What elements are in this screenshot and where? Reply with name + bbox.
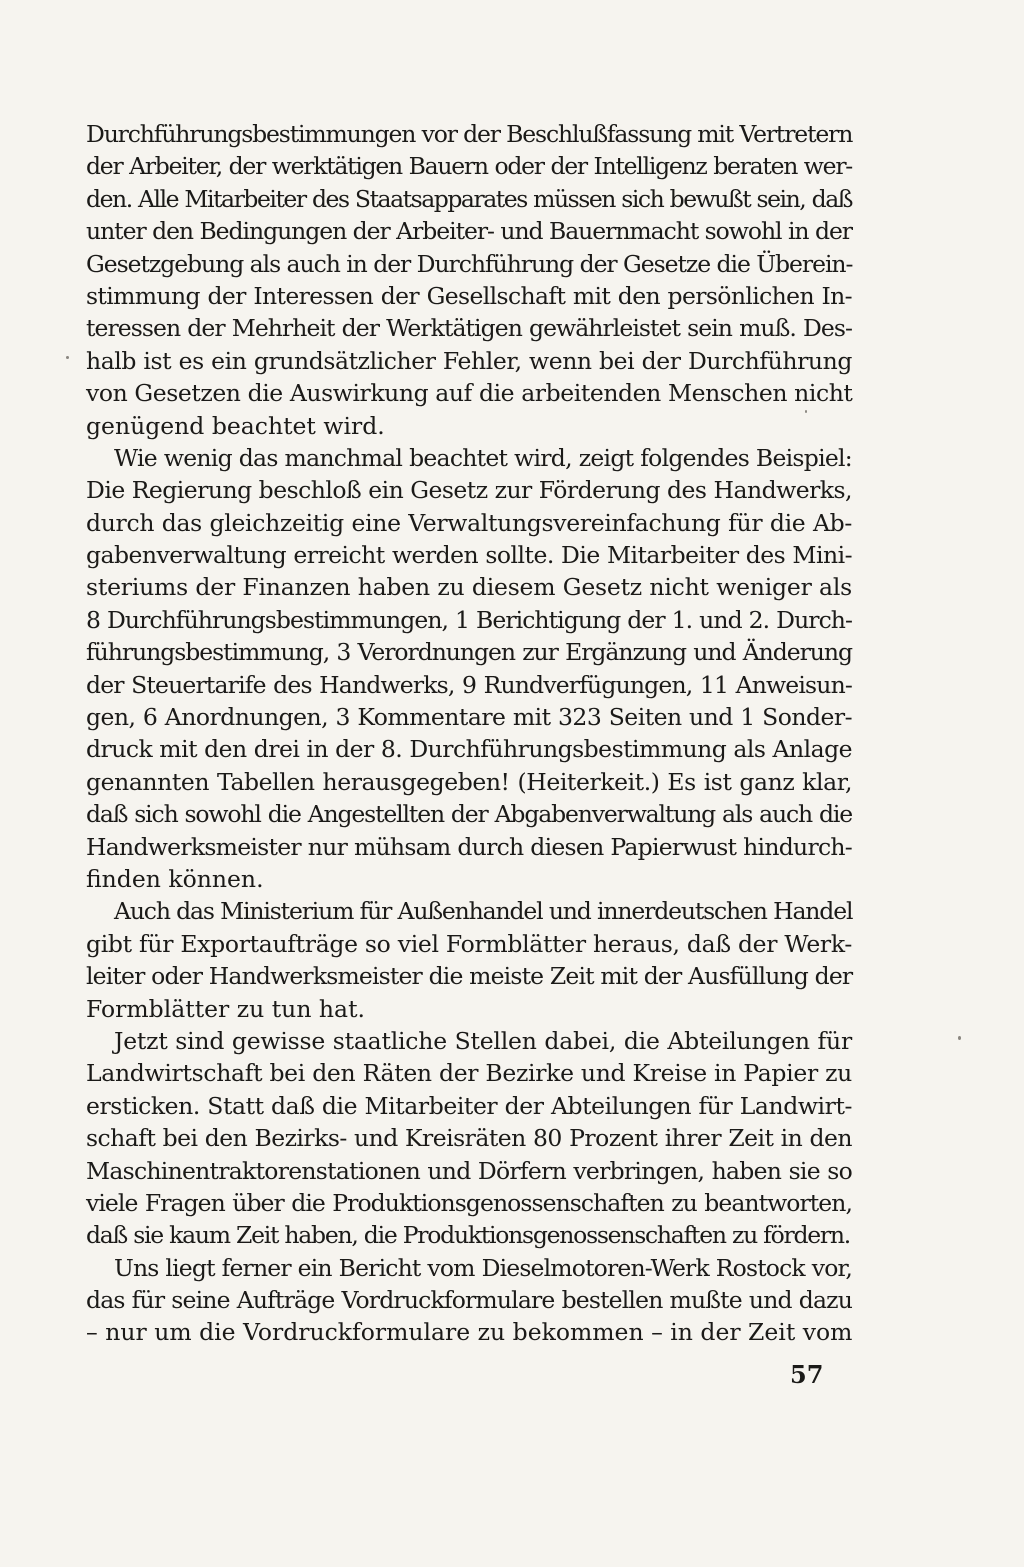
- text-line: gen, 6 Anordnungen, 3 Kommentare mit 323 Seiten und 1 Sonder-: [86, 703, 852, 732]
- text-line: Jetzt sind gewisse staatliche Stellen dabei, die Abteilungen für: [114, 1026, 852, 1055]
- text-line: genügend beachtet wird.: [86, 411, 385, 440]
- text-line: führungsbestimmung, 3 Verordnungen zur Ergänzung und Änderung: [86, 638, 852, 667]
- text-line: druck mit den drei in der 8. Durchführungsbestimmung als Anlage: [86, 735, 852, 764]
- text-line: viele Fragen über die Produktionsgenossenschaften zu beantworten,: [86, 1188, 852, 1217]
- text-line: Uns liegt ferner ein Bericht vom Dieselmotoren-Werk Rostock vor,: [114, 1253, 852, 1282]
- text-line: finden können.: [86, 864, 264, 893]
- scan-speck: [805, 410, 807, 413]
- text-line: daß sie kaum Zeit haben, die Produktionsgenossenschaften zu fördern.: [86, 1221, 851, 1250]
- text-line: 8 Durchführungsbestimmungen, 1 Berichtigung der 1. und 2. Durch-: [86, 605, 852, 634]
- text-line: halb ist es ein grundsätzlicher Fehler, wenn bei der Durchführung: [86, 346, 852, 375]
- text-line: – nur um die Vordruckformulare zu bekommen – in der Zeit vom: [86, 1318, 853, 1347]
- text-line: Landwirtschaft bei den Räten der Bezirke und Kreise in Papier zu: [86, 1059, 852, 1088]
- text-line: Wie wenig das manchmal beachtet wird, zeigt folgendes Beispiel:: [114, 443, 852, 472]
- text-line: stimmung der Interessen der Gesellschaft mit den persönlichen In-: [86, 281, 852, 310]
- text-line: der Steuertarife des Handwerks, 9 Rundverfügungen, 11 Anweisun-: [86, 670, 852, 699]
- text-line: teressen der Mehrheit der Werktätigen gewährleistet sein muß. Des-: [86, 314, 852, 343]
- scan-speck: [66, 356, 69, 359]
- text-line: unter den Bedingungen der Arbeiter- und Bauernmacht sowohl in der: [86, 217, 852, 246]
- text-line: das für seine Aufträge Vordruckformulare bestellen mußte und dazu: [86, 1286, 852, 1315]
- text-line: den. Alle Mitarbeiter des Staatsapparates müssen sich bewußt sein, daß: [86, 184, 852, 213]
- text-line: von Gesetzen die Auswirkung auf die arbeitenden Menschen nicht: [86, 379, 853, 408]
- text-line: Durchführungsbestimmungen vor der Beschlußfassung mit Vertretern: [86, 120, 853, 148]
- body-text: [86, 118, 852, 1349]
- text-line: leiter oder Handwerksmeister die meiste Zeit mit der Ausfüllung der: [86, 962, 853, 991]
- text-line: daß sich sowohl die Angestellten der Abgabenverwaltung als auch die: [86, 800, 852, 829]
- text-line: schaft bei den Bezirks- und Kreisräten 80 Prozent ihrer Zeit in den: [86, 1124, 852, 1153]
- page-number: 57: [790, 1360, 824, 1389]
- text-line: Formblätter zu tun hat.: [86, 994, 365, 1023]
- text-line: Gesetzgebung als auch in der Durchführung der Gesetze die Überein-: [86, 249, 853, 278]
- text-line: Maschinentraktorenstationen und Dörfern verbringen, haben sie so: [86, 1156, 852, 1185]
- text-line: durch das gleichzeitig eine Verwaltungsvereinfachung für die Ab-: [86, 508, 852, 537]
- text-line: genannten Tabellen herausgegeben! (Heiterkeit.) Es ist ganz klar,: [86, 767, 852, 796]
- text-line: Handwerksmeister nur mühsam durch diesen Papierwust hindurch-: [86, 832, 852, 861]
- text-line: gibt für Exportaufträge so viel Formblätter heraus, daß der Werk-: [86, 929, 852, 958]
- text-line: gabenverwaltung erreicht werden sollte. Die Mitarbeiter des Mini-: [86, 541, 852, 570]
- text-line: ersticken. Statt daß die Mitarbeiter der Abteilungen für Landwirt-: [86, 1091, 852, 1120]
- text-line: steriums der Finanzen haben zu diesem Gesetz nicht weniger als: [86, 573, 852, 602]
- text-line: Auch das Ministerium für Außenhandel und innerdeutschen Handel: [114, 897, 853, 926]
- text-line: der Arbeiter, der werktätigen Bauern oder der Intelligenz beraten wer-: [86, 152, 852, 181]
- text-line: Die Regierung beschloß ein Gesetz zur Förderung des Handwerks,: [86, 476, 852, 505]
- scan-speck: [958, 1036, 961, 1040]
